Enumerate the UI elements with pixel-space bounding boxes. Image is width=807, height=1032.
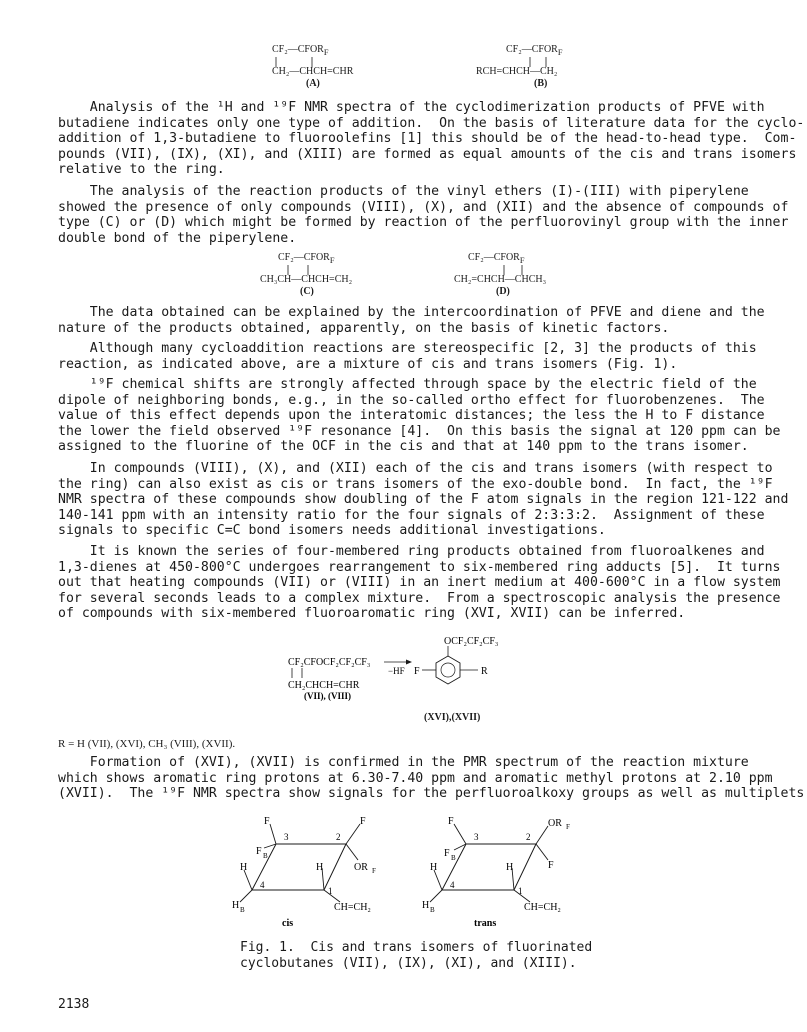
figure-caption-line1: Fig. 1. Cis and trans isomers of fluorinated — [240, 940, 593, 955]
paragraph-intercoordination: The data obtained can be explained by the intercoordination of PFVE and diene and the nature of the products obtained, apparently, on the basis of kinetic factors. — [58, 305, 765, 336]
trans-n1: 1 — [518, 886, 523, 896]
structure-b-line2: RCH=CHCH—CH₂ — [476, 66, 558, 77]
reactant-line2: CH₂CHCH=CHR — [288, 680, 360, 691]
cis-orf: OR — [354, 862, 368, 873]
cis-hb-sub: B — [240, 906, 245, 914]
trans-orf: OR — [548, 818, 562, 829]
structure-d-line1: CF₂—CFOR — [468, 252, 520, 263]
cis-h1: H — [316, 862, 324, 873]
paragraph-piperylene: The analysis of the reaction products of the vinyl ethers (I)-(III) with piperylene showed the presence of only compounds (VIII), (X), and (XII) and the absence of compounds of type (C) or (D) which might be formed by reaction of the perfluorovinyl group with the inner double bond of the piperylene. — [58, 184, 789, 246]
cis-n4: 4 — [260, 880, 265, 890]
cis-n3: 3 — [284, 832, 289, 842]
cis-fb: F — [256, 846, 262, 857]
page-number: 2138 — [58, 997, 90, 1012]
cis-vinyl: CH=CH₂ — [334, 902, 371, 913]
trans-fb-sub: B — [451, 854, 456, 862]
cis-h4: H — [240, 862, 248, 873]
structure-a-line2: CH₂—CHCH=CHR — [272, 66, 354, 77]
figure-trans-cyclobutane — [408, 812, 588, 932]
trans-label: trans — [474, 918, 497, 929]
cis-label: cis — [282, 918, 294, 929]
arrow-label: −HF — [388, 666, 405, 676]
benzene-ring — [436, 656, 460, 684]
structure-a-line1: CF₂—CFOR — [272, 44, 324, 55]
trans-hb-sub: B — [430, 906, 435, 914]
cis-n1: 1 — [328, 886, 333, 896]
reactant-label: (VII), (VIII) — [304, 691, 351, 701]
product-r: R — [481, 666, 488, 677]
trans-n4: 4 — [450, 880, 455, 890]
cis-hb: H — [232, 900, 240, 911]
cis-orf-sub: F — [372, 867, 376, 875]
trans-f2: F — [548, 860, 554, 871]
figure-cis-cyclobutane — [218, 812, 398, 932]
figure-caption-line2: cyclobutanes (VII), (IX), (XI), and (XIII). — [240, 956, 577, 971]
trans-hb: H — [422, 900, 430, 911]
reaction-scheme — [280, 636, 540, 732]
cis-f2: F — [360, 816, 366, 827]
structure-b: $CF_2—CFOR_F$ RCH=CHCH—CH₂ (B) — [476, 44, 596, 94]
structure-d: $CF_2—CFOR_F$ CH₂=CHCH—CHCH₃ (D) — [454, 252, 547, 297]
trans-n2: 2 — [526, 832, 531, 842]
trans-vinyl: CH=CH₂ — [524, 902, 561, 913]
reactant-line1: CF₂CFOCF₂CF₂CF₃ — [288, 657, 371, 668]
cis-n2: 2 — [336, 832, 341, 842]
paragraph-exo-double-bond: In compounds (VIII), (X), and (XII) each of the cis and trans isomers (with respect to the ring) can also exist as cis or trans isomers of the exo-double bond. In fact, the ¹⁹F NMR spectra of these compounds show doubling of the F atom signals in the region 121-122 and 140-141 ppm with an intensity ratio for the four signals of 2:3:3:2. Assignment of these signals to specific C=C bond isomers needs additional investigations. — [58, 461, 789, 539]
structure-b-label: (B) — [534, 78, 548, 89]
trans-n3: 3 — [474, 832, 479, 842]
paragraph-rearrangement: It is known the series of four-membered ring products obtained from fluoroalkenes and 1,3-dienes at 450-800°C undergoes rearrangement to six-membered ring adducts [5]. It turns out that heating compounds (VII) or (VIII) in an inert medium at 400-600°C in a flow system for several seconds leads to a complex mixture. From a spectroscopic analysis the presence of compounds with six-membered fluoroaromatic ring (XVI, XVII) can be inferred. — [58, 544, 781, 622]
trans-fb: F — [444, 848, 450, 859]
trans-h1: H — [506, 862, 514, 873]
structure-a: $CF_2—CFOR_F$ CH₂—CHCH=CHR (A) — [272, 44, 354, 89]
paragraph-chemical-shifts: ¹⁹F chemical shifts are strongly affected through space by the electric field of the dipole of neighboring bonds, e.g., in the so-called ortho effect for fluorobenzenes. The value of this effect depends upon the interatomic distances; the less the H to F distance the lower the field observed ¹⁹F resonance [4]. On this basis the signal at 120 ppm can be assigned to the fluorine of the OCF in the cis and that at 140 ppm to the trans isomer. — [58, 377, 781, 455]
cis-f3: F — [264, 816, 270, 827]
paragraph-pmr-confirmation: Formation of (XVI), (XVII) is confirmed in the PMR spectrum of the reaction mixture which shows aromatic ring protons at 6.30-7.40 ppm and aromatic methyl protons at 2.10 ppm (XVII). The ¹⁹F NMR spectra show signals for the perfluoroalkoxy groups as well as multiplets — [58, 755, 805, 802]
product-f: F — [414, 666, 420, 677]
structure-c-line1: CF₂—CFOR — [278, 252, 330, 263]
structure-d-label: (D) — [496, 286, 510, 297]
paragraph-nmr-analysis: Analysis of the ¹H and ¹⁹F NMR spectra of the cyclodimerization products of PFVE with butadiene indicates only one type of addition. On the basis of literature data for the cyclo- addition of 1,3-butadiene to fluoroolefins [1] this should be of the head-to-head type. Com- pounds (VII), (IX), (XI), and (XIII) are formed as equal amounts of the cis and trans isomers relative to the ring. — [58, 100, 805, 178]
trans-f3: F — [448, 816, 454, 827]
paragraph-stereospecific: Although many cycloaddition reactions are stereospecific [2, 3] the products of this reaction, as indicated above, are a mixture of cis and trans isomers (Fig. 1). — [58, 341, 757, 372]
structure-c-line2: CH₃CH—CHCH=CH₂ — [260, 274, 353, 285]
trans-orf-sub: F — [566, 823, 570, 831]
structure-b-line1: CF₂—CFOR — [506, 44, 558, 55]
structure-a-label: (A) — [306, 78, 320, 89]
structure-c: $CF_2—CFOR_F$ CH₃CH—CHCH=CH₂ (C) — [260, 252, 353, 297]
structure-d-line2: CH₂=CHCH—CHCH₃ — [454, 274, 547, 285]
structure-c-label: (C) — [300, 286, 314, 297]
trans-h4: H — [430, 862, 438, 873]
cis-fb-sub: B — [263, 852, 268, 860]
product-substituent: OCF₂CF₂CF₃ — [444, 636, 499, 647]
